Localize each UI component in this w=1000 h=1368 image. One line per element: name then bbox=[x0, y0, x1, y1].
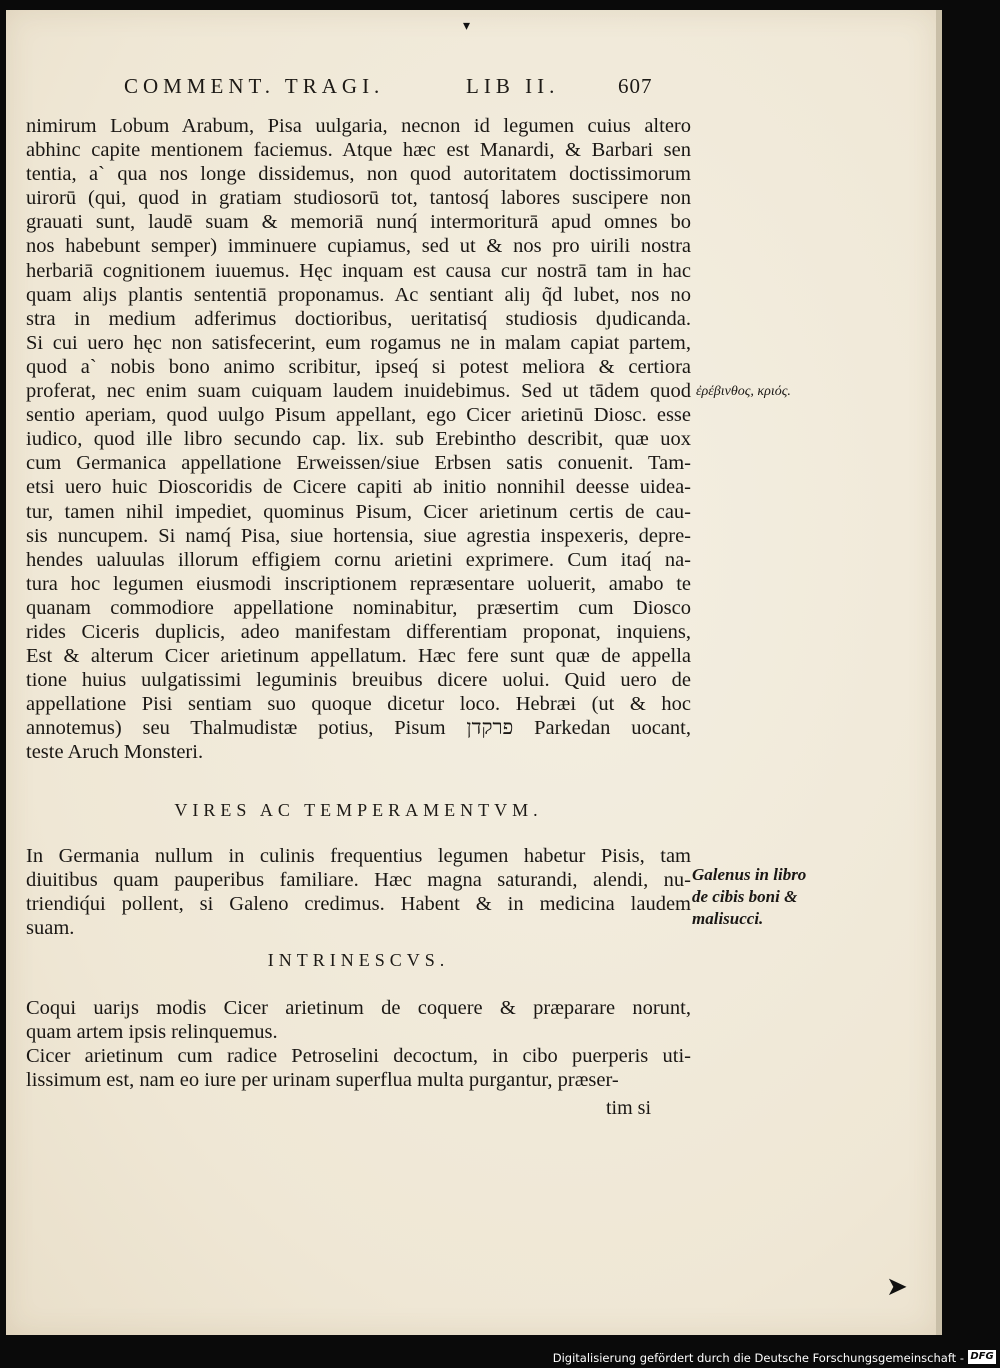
text-line: cum Germanica appellatione Erweissen/siue Erbsen satis conuenit. Tam- bbox=[26, 452, 691, 475]
margin-note-line: Galenus in libro bbox=[692, 865, 807, 884]
text-line: sis nuncupem. Si namq́ Pisa, siue hortensia, siue agrestia inspexeris, depre- bbox=[26, 524, 691, 547]
header-title: COMMENT. TRAGI. bbox=[124, 74, 385, 98]
dfg-logo-icon: DFG bbox=[968, 1350, 996, 1364]
text-line: tentia, a` qua nos longe dissidemus, non quod autoritatem doctissimorum bbox=[26, 163, 691, 186]
text-line: triendiq́ui pollent, si Galeno credimus. Habent & in medicina laudem bbox=[26, 893, 691, 916]
text-line: quod a` nobis bono animo scribitur, ipseq́ si potest meliora & certiora bbox=[26, 355, 691, 378]
header-book: LIB II. bbox=[466, 74, 560, 98]
text-line: uirorū (qui, quod in gratiam studiosorū tot, tantosq́ labores suscipere non bbox=[26, 187, 691, 210]
text-line: hendes ualuulas illorum effigiem cornu arietini exprimere. Cum itaq́ na- bbox=[26, 548, 691, 571]
text-line: lissimum est, nam eo iure per urinam superflua multa purgantur, præser- bbox=[26, 1069, 619, 1092]
text-line: appellatione Pisi sentiam suo quoque dicetur loco. Hebræi (ut & hoc bbox=[26, 693, 691, 716]
footer-bar bbox=[0, 1346, 1000, 1368]
text-line: grauati sunt, laudē suam & memoriā nunq́ intermoriturā apud omnes bo bbox=[26, 211, 691, 234]
arrow-mark-icon: ➤ bbox=[886, 1272, 908, 1302]
running-header bbox=[6, 74, 936, 104]
margin-note-line: de cibis boni & bbox=[692, 887, 798, 906]
text-line: nimirum Lobum Arabum, Pisa uulgaria, necnon id legumen cuius altero bbox=[26, 115, 691, 137]
text-line: tur, tamen nihil impediet, quominus Pisum, Cicer arietinum certis de cau- bbox=[26, 500, 691, 523]
vires-text bbox=[26, 844, 691, 940]
catchword: tim si bbox=[606, 1097, 652, 1119]
text-line: Coqui uariȷs modis Cicer arietinum de coquere & præparare norunt, bbox=[26, 997, 691, 1019]
footer-credit: Digitalisierung gefördert durch die Deutsche Forschungsgemeinschaft - bbox=[552, 1351, 964, 1365]
margin-note-greek: ἐρέβινθος, κριός. bbox=[696, 384, 791, 399]
text-line: quam artem ipsis relinquemus. bbox=[26, 1021, 278, 1044]
text-line: diuitibus quam pauperibus familiare. Hæc magna saturandi, alendi, nu- bbox=[26, 869, 691, 892]
text-line: proferat, nec enim suam cuiquam laudem inuidebimus. Sed ut tādem quod bbox=[26, 380, 691, 403]
text-line: iudico, quod ille libro secundo cap. lix. sub Erebintho describit, quæ uox bbox=[26, 428, 691, 451]
text-line: Cicer arietinum cum radice Petroselini decoctum, in cibo puerperis uti- bbox=[26, 1045, 691, 1068]
text-line: herbariā cognitionem iuuemus. Hęc inquam est causa cur nostrā tam in hac bbox=[26, 259, 691, 282]
text-line: nos habebunt semper) imminuere cupiamus, sed ut & nos pro uirili nostra bbox=[26, 235, 691, 258]
text-line: tura hoc legumen eiusmodi inscriptionem repræsentare uoluerit, amabo te bbox=[26, 572, 691, 595]
section-heading-intrinsecus: INTRINESCVS. bbox=[267, 950, 450, 970]
section-heading-vires: VIRES AC TEMPERAMENTVM. bbox=[174, 800, 543, 820]
text-line: sentio aperiam, quod uulgo Pisum appellant, ego Cicer arietinū Diosc. esse bbox=[26, 404, 691, 427]
text-line: quam aliȷs plantis sententiā proponamus. Ac sentiant aliȷ q̃d lubet, nos no bbox=[26, 283, 691, 306]
book-page bbox=[6, 10, 936, 1335]
text-line: Si cui uero hęc non satisfecerint, eum rogamus ne in malam capiat partem, bbox=[26, 331, 691, 354]
text-line: Est & alterum Cicer arietinum appellatum. Hæc fere sunt quæ de appella bbox=[26, 645, 691, 668]
page-number: 607 bbox=[618, 74, 653, 98]
text-line: teste Aruch Monsteri. bbox=[26, 741, 204, 764]
page-edge bbox=[936, 10, 942, 1335]
text-line: stra in medium adferimus doctioribus, ueritatisq́ studiosis dȷudicanda. bbox=[26, 307, 691, 330]
text-line: etsi uero huic Dioscoridis de Cicere capiti ab initio nonnihil deesse uidea- bbox=[26, 476, 691, 499]
text-line: abhinc capite mentionem faciemus. Atque hæc est Manardi, & Barbari sen bbox=[26, 139, 691, 162]
margin-note-line: malisucci. bbox=[692, 909, 764, 928]
text-line: In Germania nullum in culinis frequentius legumen habetur Pisis, tam bbox=[26, 845, 691, 867]
text-line: rides Ciceris duplicis, adeo manifestam differentiam proponat, inquiens, bbox=[26, 620, 691, 643]
text-line: quanam commodiore appellatione nominabitur, præsertim cum Diosco bbox=[26, 596, 691, 619]
text-line: tione huius uulgatissimi leguminis breuibus dicere uolui. Quid uero de bbox=[26, 669, 691, 692]
margin-note-galen bbox=[692, 864, 806, 930]
ink-mark-icon: ▾ bbox=[463, 18, 471, 34]
text-line: suam. bbox=[26, 917, 75, 940]
main-text bbox=[26, 114, 691, 765]
text-line: annotemus) seu Thalmudistæ potius, Pisum פרקדן Parkedan uocant, bbox=[26, 717, 691, 740]
intrinsecus-text bbox=[26, 996, 691, 1092]
